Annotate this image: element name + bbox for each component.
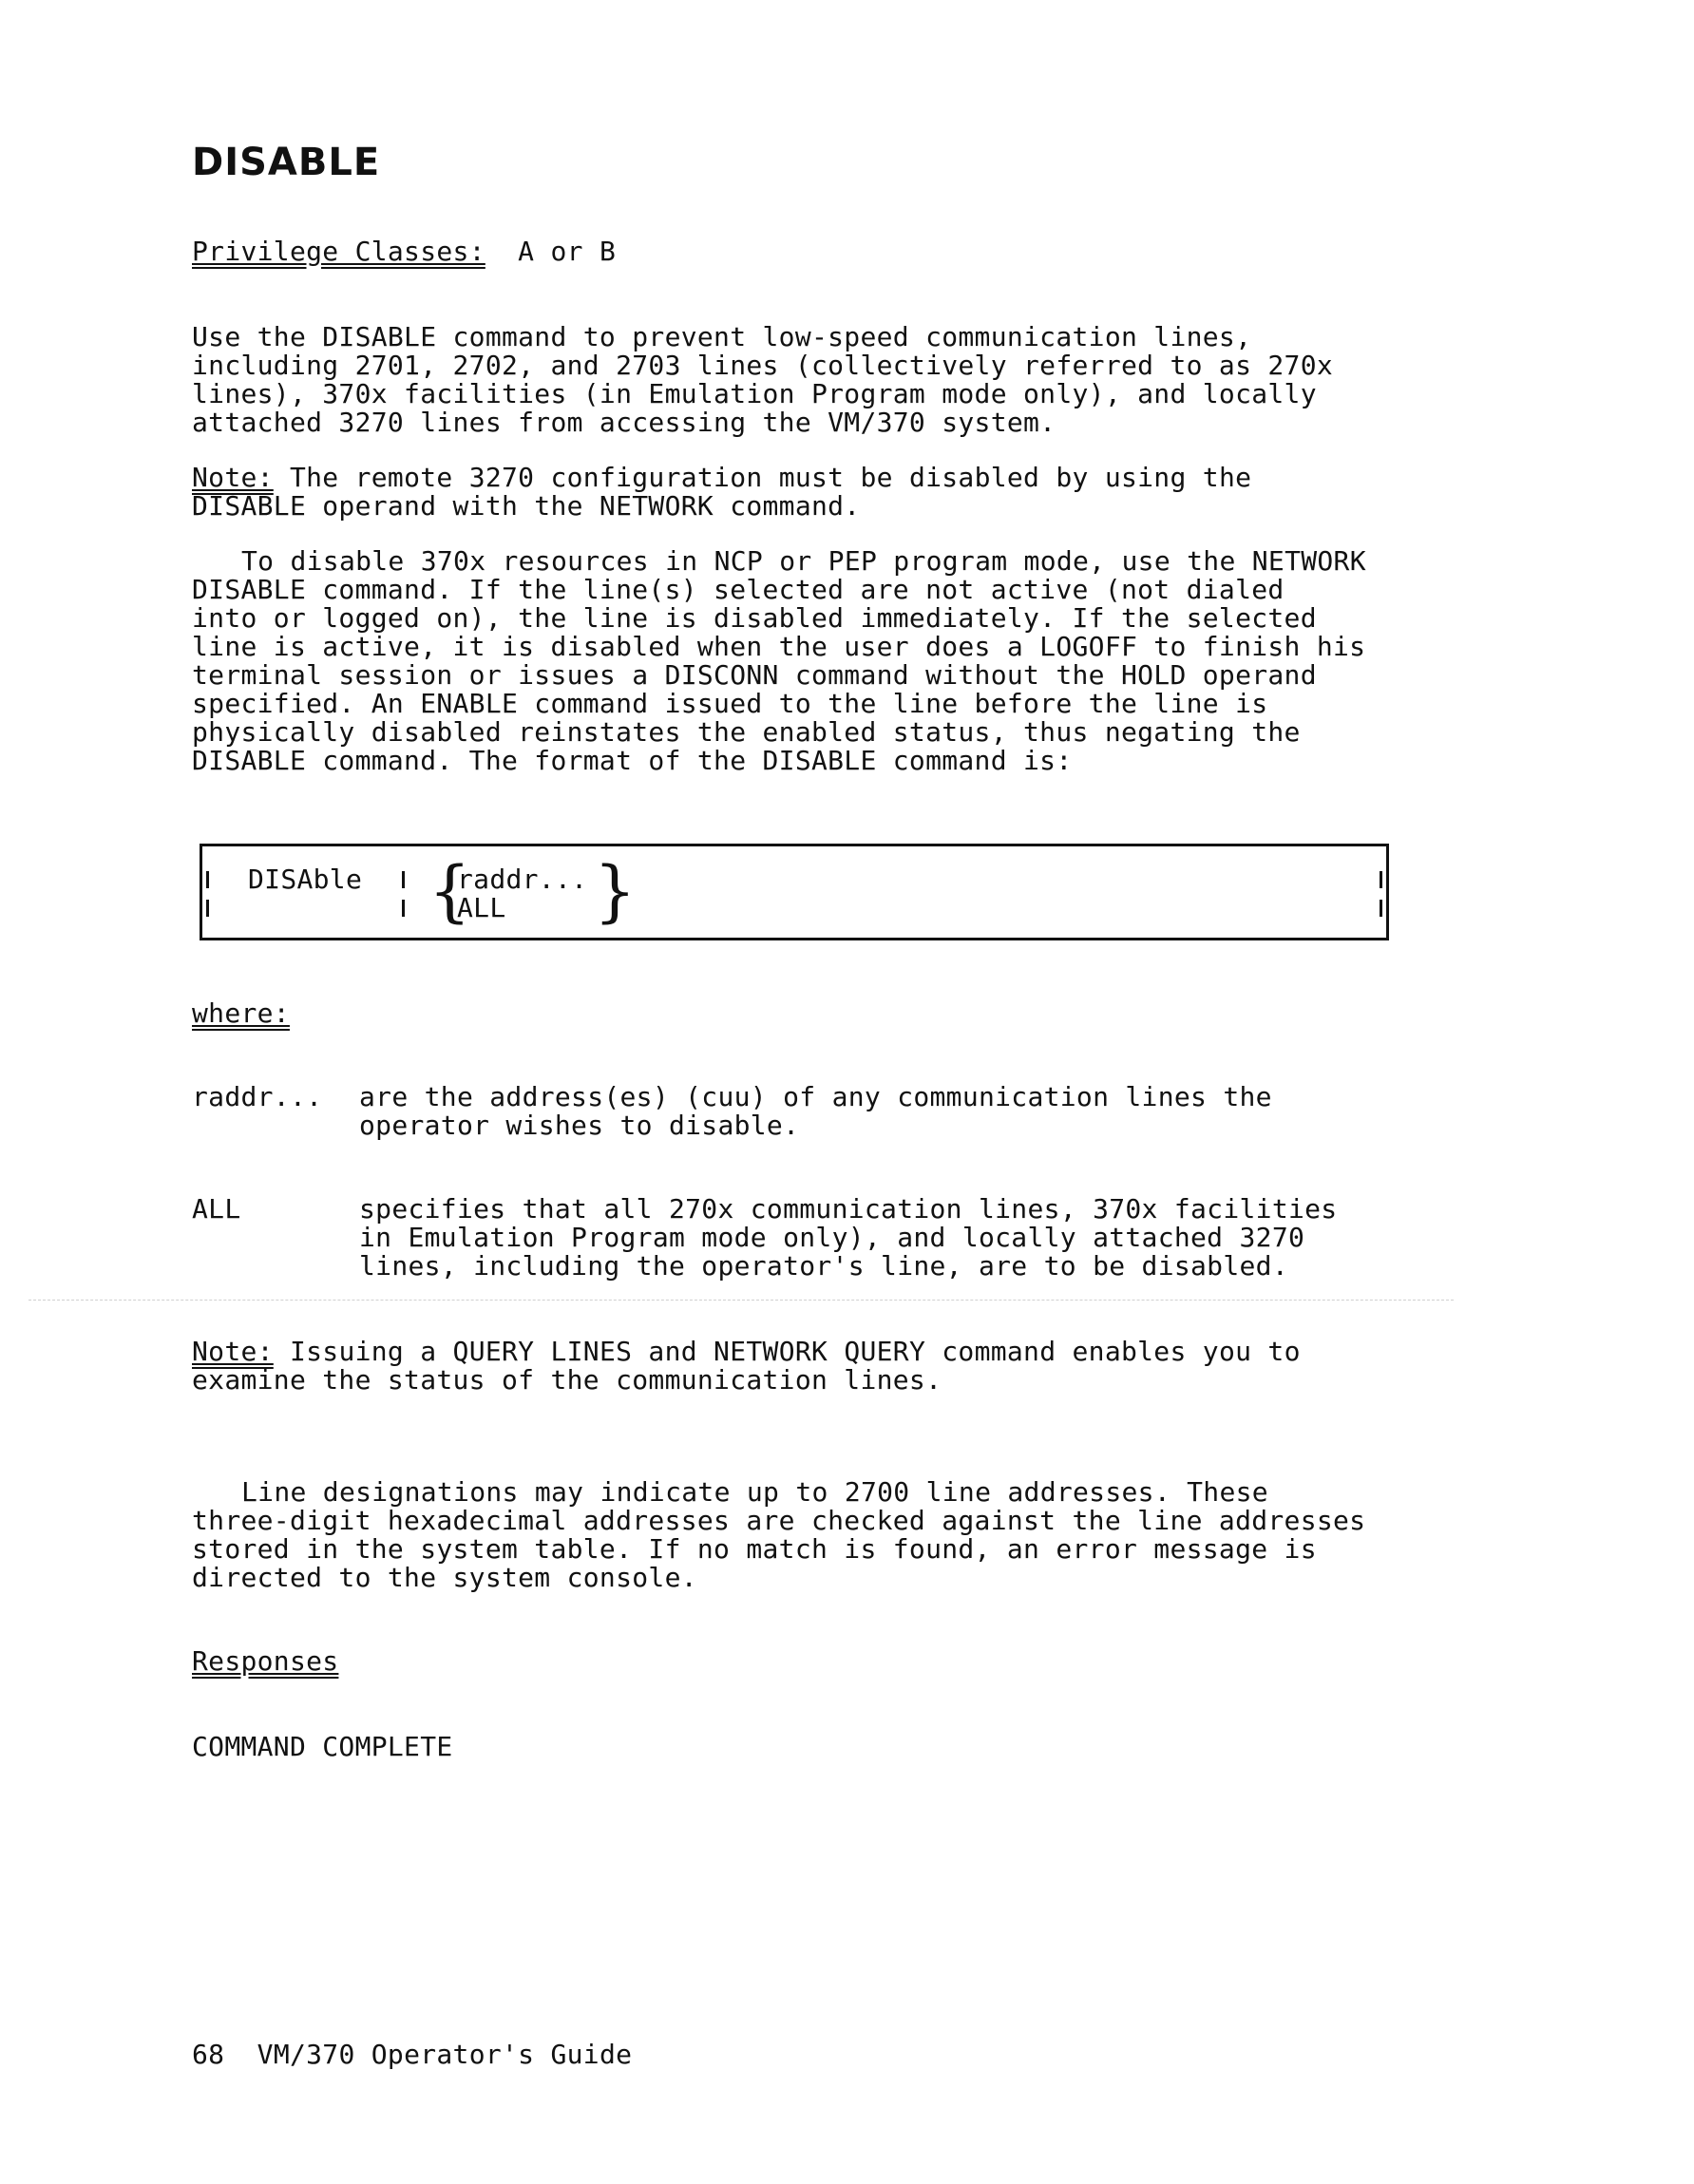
privilege-classes-line bbox=[192, 237, 616, 266]
intro-paragraph bbox=[192, 323, 1399, 437]
scan-artifact-line bbox=[29, 1300, 1454, 1301]
definition-line: in Emulation Program mode only), and locally attached 3270 bbox=[359, 1222, 1305, 1253]
definition-text bbox=[359, 1083, 1399, 1140]
definition-raddr bbox=[192, 1083, 1399, 1149]
privilege-classes-value: A or B bbox=[518, 236, 617, 267]
syntax-column-bar bbox=[402, 871, 405, 888]
page-number: 68 bbox=[192, 2039, 225, 2070]
paragraph-line: DISABLE command. If the line(s) selected are not active (not dialed bbox=[192, 574, 1285, 605]
note-text: DISABLE operand with the NETWORK command. bbox=[192, 490, 861, 522]
note-query-lines bbox=[192, 1338, 1399, 1395]
paragraph-line: directed to the system console. bbox=[192, 1562, 697, 1593]
intro-line: attached 3270 lines from accessing the VM/370 system. bbox=[192, 407, 1056, 438]
syntax-left-bar bbox=[206, 900, 209, 917]
syntax-command: DISAble bbox=[248, 864, 363, 895]
paragraph-line: specified. An ENABLE command issued to the line before the line is bbox=[192, 688, 1268, 719]
note-text: The remote 3270 configuration must be disabled by using the bbox=[289, 462, 1252, 493]
paragraph-line: To disable 370x resources in NCP or PEP program mode, use the NETWORK bbox=[241, 545, 1366, 577]
intro-line: Use the DISABLE command to prevent low-speed communication lines, bbox=[192, 321, 1252, 352]
command-syntax-box bbox=[200, 844, 1389, 940]
paragraph-line: terminal session or issues a DISCONN command without the HOLD operand bbox=[192, 659, 1317, 691]
paragraph-line: three-digit hexadecimal addresses are checked against the line addresses bbox=[192, 1505, 1366, 1536]
note-label: Note: bbox=[192, 462, 274, 493]
responses-heading: Responses bbox=[192, 1645, 339, 1677]
definition-line: are the address(es) (cuu) of any communication lines the bbox=[359, 1081, 1272, 1112]
definition-text bbox=[359, 1195, 1399, 1281]
paragraph-line: DISABLE command. The format of the DISABLE command is: bbox=[192, 745, 1073, 776]
privilege-classes-label: Privilege Classes: bbox=[192, 236, 485, 267]
definition-term: raddr... bbox=[192, 1081, 323, 1112]
syntax-operand-raddr: raddr... bbox=[457, 864, 588, 895]
paragraph-line: physically disabled reinstates the enabled status, thus negating the bbox=[192, 716, 1301, 748]
paragraph-line: Line designations may indicate up to 2700 line addresses. These bbox=[241, 1476, 1268, 1508]
paragraph-line: stored in the system table. If no match is found, an error message is bbox=[192, 1533, 1317, 1565]
syntax-right-bar bbox=[1380, 871, 1382, 888]
network-disable-paragraph bbox=[192, 547, 1399, 775]
definition-all bbox=[192, 1195, 1399, 1290]
definition-line: operator wishes to disable. bbox=[359, 1110, 800, 1141]
response-command-complete: COMMAND COMPLETE bbox=[192, 1731, 453, 1762]
paragraph-line: into or logged on), the line is disabled immediately. If the selected bbox=[192, 602, 1317, 634]
definition-line: lines, including the operator's line, are to be disabled. bbox=[359, 1250, 1288, 1282]
where-label: where: bbox=[192, 997, 290, 1029]
page-title: DISABLE bbox=[192, 141, 381, 184]
note-text: Issuing a QUERY LINES and NETWORK QUERY command enables you to bbox=[289, 1336, 1301, 1367]
syntax-column-bar bbox=[402, 900, 405, 917]
syntax-left-brace: { bbox=[428, 852, 471, 930]
definition-line: specifies that all 270x communication lines, 370x facilities bbox=[359, 1193, 1338, 1225]
syntax-right-bar bbox=[1380, 900, 1382, 917]
note-text: examine the status of the communication lines. bbox=[192, 1364, 942, 1396]
paragraph-line: line is active, it is disabled when the user does a LOGOFF to finish his bbox=[192, 631, 1366, 662]
intro-line: lines), 370x facilities (in Emulation Program mode only), and locally bbox=[192, 378, 1317, 409]
note-remote-3270 bbox=[192, 464, 1399, 521]
book-title: VM/370 Operator's Guide bbox=[257, 2039, 633, 2070]
syntax-left-bar bbox=[206, 871, 209, 888]
note-label: Note: bbox=[192, 1336, 274, 1367]
intro-line: including 2701, 2702, and 2703 lines (collectively referred to as 270x bbox=[192, 350, 1334, 381]
definition-term: ALL bbox=[192, 1193, 241, 1225]
line-designations-paragraph bbox=[192, 1478, 1399, 1592]
syntax-right-brace: } bbox=[594, 852, 637, 930]
syntax-operand-all: ALL bbox=[457, 892, 506, 923]
page-footer bbox=[192, 2041, 632, 2069]
